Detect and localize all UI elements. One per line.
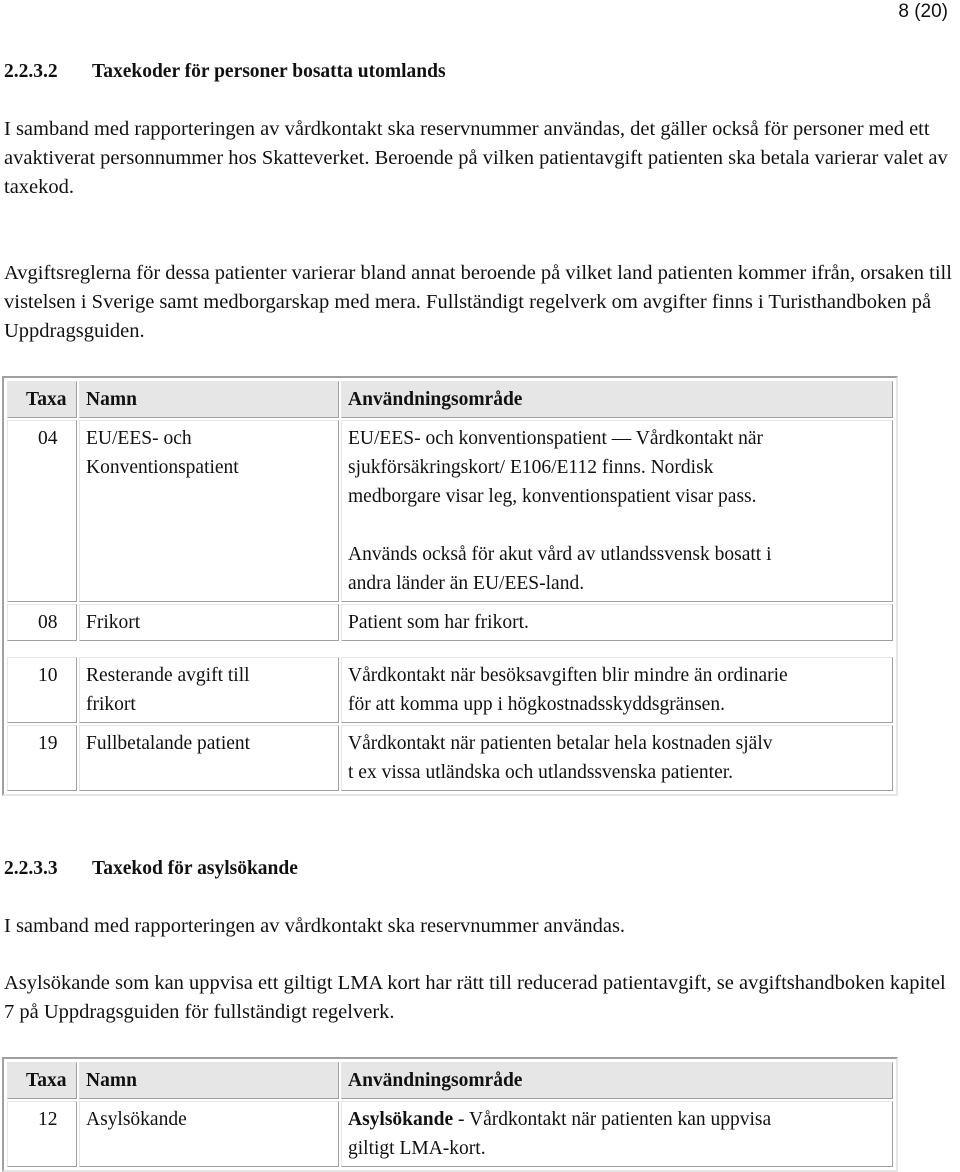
cell-use-line [348,1105,884,1134]
header-taxa: Taxa [7,381,77,418]
cell-namn-line: Resterande avgift till [86,665,250,686]
cell-use-line: för att komma upp i högkostnadsskyddsgränsen. [348,694,725,715]
cell-use-line: andra länder än EU/EES-land. [348,573,585,594]
paragraph: Avgiftsreglerna för dessa patienter varierar bland annat beroende på vilket land patienten kommer ifrån, orsaken till vistelsen i Sverige samt medborgarskap med mera. Fullständigt regelverk om avgifter finns i Turisthandboken på Uppdragsguiden. [4,262,952,342]
header-namn: Namn [79,1062,339,1099]
cell-use-line: Vårdkontakt när patienten betalar hela kostnaden själv [348,733,773,754]
cell-namn: Frikort [79,604,339,641]
cell-use-line: Vårdkontakt när besöksavgiften blir mindre än ordinarie [348,665,788,686]
taxa-table-utomlands [2,376,898,796]
cell-taxa: 08 [7,604,77,641]
table-row [6,656,894,724]
cell-namn-line: frikort [86,694,136,715]
cell-namn-line: EU/EES- och [86,428,192,449]
cell-use-line: medborgare visar leg, konventionspatient visar pass. [348,486,757,507]
cell-namn [79,420,339,602]
header-namn: Namn [79,381,339,418]
section-number: 2.2.3.3 [4,858,58,879]
section-title: Taxekoder för personer bosatta utomlands [92,61,446,82]
cell-namn-line: Konventionspatient [86,457,239,478]
section-heading-2-2-3-2 [4,60,446,84]
cell-use-bold: Asylsökande [348,1109,454,1130]
cell-taxa: 10 [7,657,77,723]
cell-taxa: 19 [7,725,77,791]
table-header-row [6,380,894,419]
cell-namn [79,657,339,723]
paragraph: I samband med rapporteringen av vårdkontakt ska reservnummer användas. [4,915,626,937]
cell-anvandningsomrade [341,420,893,602]
table-row [6,419,894,603]
cell-anvandningsomrade: Patient som har frikort. [341,604,893,641]
paragraph: Asylsökande som kan uppvisa ett giltigt LMA kort har rätt till reducerad patientavgift, se avgiftshandboken kapitel 7 på Uppdragsguiden för fullständigt regelverk. [4,972,946,1023]
cell-use-line: Används också för akut vård av utlandssvensk bosatt i [348,544,772,565]
section-number: 2.2.3.2 [4,61,58,82]
cell-use-line: t ex vissa utländska och utlandssvenska patienter. [348,762,734,783]
section-heading-2-2-3-3 [4,857,298,881]
cell-namn: Asylsökande [79,1101,339,1167]
header-anvandningsomrade: Användningsområde [341,1062,893,1099]
cell-namn: Fullbetalande patient [79,725,339,791]
table-row [6,724,894,792]
cell-use-line: giltigt LMA-kort. [348,1138,486,1159]
cell-use-text: - Vårdkontakt när patienten kan uppvisa [453,1109,772,1130]
cell-use-line: sjukförsäkringskort/ E106/E112 finns. Nordisk [348,457,714,478]
cell-spacer [348,511,884,540]
cell-anvandningsomrade [341,725,893,791]
section-title: Taxekod för asylsökande [92,858,298,879]
cell-use-line: EU/EES- och konventionspatient ― Vårdkontakt när [348,428,764,449]
taxa-table-asylsokande [2,1057,898,1172]
cell-anvandningsomrade [341,657,893,723]
cell-taxa: 12 [7,1101,77,1167]
cell-anvandningsomrade [341,1101,893,1167]
header-anvandningsomrade: Användningsområde [341,381,893,418]
table-row [6,603,894,642]
table-header-row [6,1061,894,1100]
header-taxa: Taxa [7,1062,77,1099]
paragraph: I samband med rapporteringen av vårdkontakt ska reservnummer användas, det gäller också för personer med ett avaktiverat personnummer hos Skatteverket. Beroende på vilken patientavgift patienten ska betala varierar valet av taxekod. [4,118,948,198]
cell-taxa: 04 [7,420,77,602]
page-number: 8 (20) [898,1,948,22]
table-row [6,1100,894,1168]
